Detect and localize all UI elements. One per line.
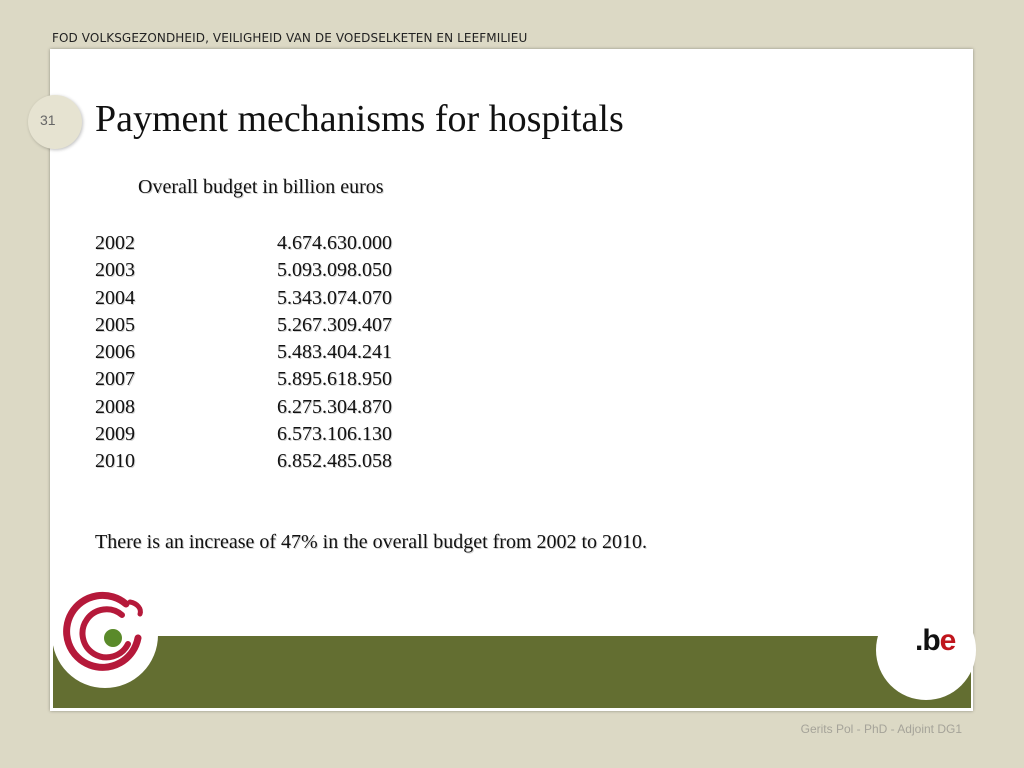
year-cell: 2004 bbox=[95, 286, 135, 309]
amount-cell: 5.343.074.070 bbox=[277, 286, 392, 309]
amount-cell: 6.852.485.058 bbox=[277, 450, 392, 473]
year-cell: 2006 bbox=[95, 341, 135, 364]
amount-cell: 5.483.404.241 bbox=[277, 341, 392, 364]
budget-subtitle: Overall budget in billion euros bbox=[138, 176, 384, 198]
be-logo-e: e bbox=[939, 624, 956, 657]
slide bbox=[50, 49, 973, 711]
amount-cell: 5.895.618.950 bbox=[277, 368, 392, 391]
page-number: 31 bbox=[40, 112, 56, 128]
organization-header: FOD VOLKSGEZONDHEID, VEILIGHEID VAN DE VOEDSELKETEN EN LEEFMILIEU bbox=[52, 31, 528, 45]
conclusion-text: There is an increase of 47% in the overall budget from 2002 to 2010. bbox=[95, 531, 648, 553]
year-cell: 2005 bbox=[95, 313, 135, 336]
year-cell: 2009 bbox=[95, 423, 135, 446]
federal-logo-badge bbox=[52, 582, 158, 688]
federal-swirl-logo-icon bbox=[52, 582, 158, 688]
amount-cell: 6.275.304.870 bbox=[277, 395, 392, 418]
year-cell: 2002 bbox=[95, 232, 135, 254]
amount-cell: 5.093.098.050 bbox=[277, 259, 392, 282]
footer-band bbox=[53, 636, 971, 708]
year-cell: 2007 bbox=[95, 368, 135, 391]
amount-cell: 5.267.309.407 bbox=[277, 313, 392, 336]
year-cell: 2010 bbox=[95, 450, 135, 473]
amount-cell: 6.573.106.130 bbox=[277, 423, 392, 446]
year-cell: 2008 bbox=[95, 395, 135, 418]
amount-cell: 4.674.630.000 bbox=[277, 232, 392, 254]
be-logo bbox=[915, 624, 955, 658]
slide-title: Payment mechanisms for hospitals bbox=[95, 98, 624, 140]
footer-author: Gerits Pol - PhD - Adjoint DG1 bbox=[800, 722, 962, 736]
year-cell: 2003 bbox=[95, 259, 135, 282]
be-logo-b: .b bbox=[915, 624, 940, 657]
